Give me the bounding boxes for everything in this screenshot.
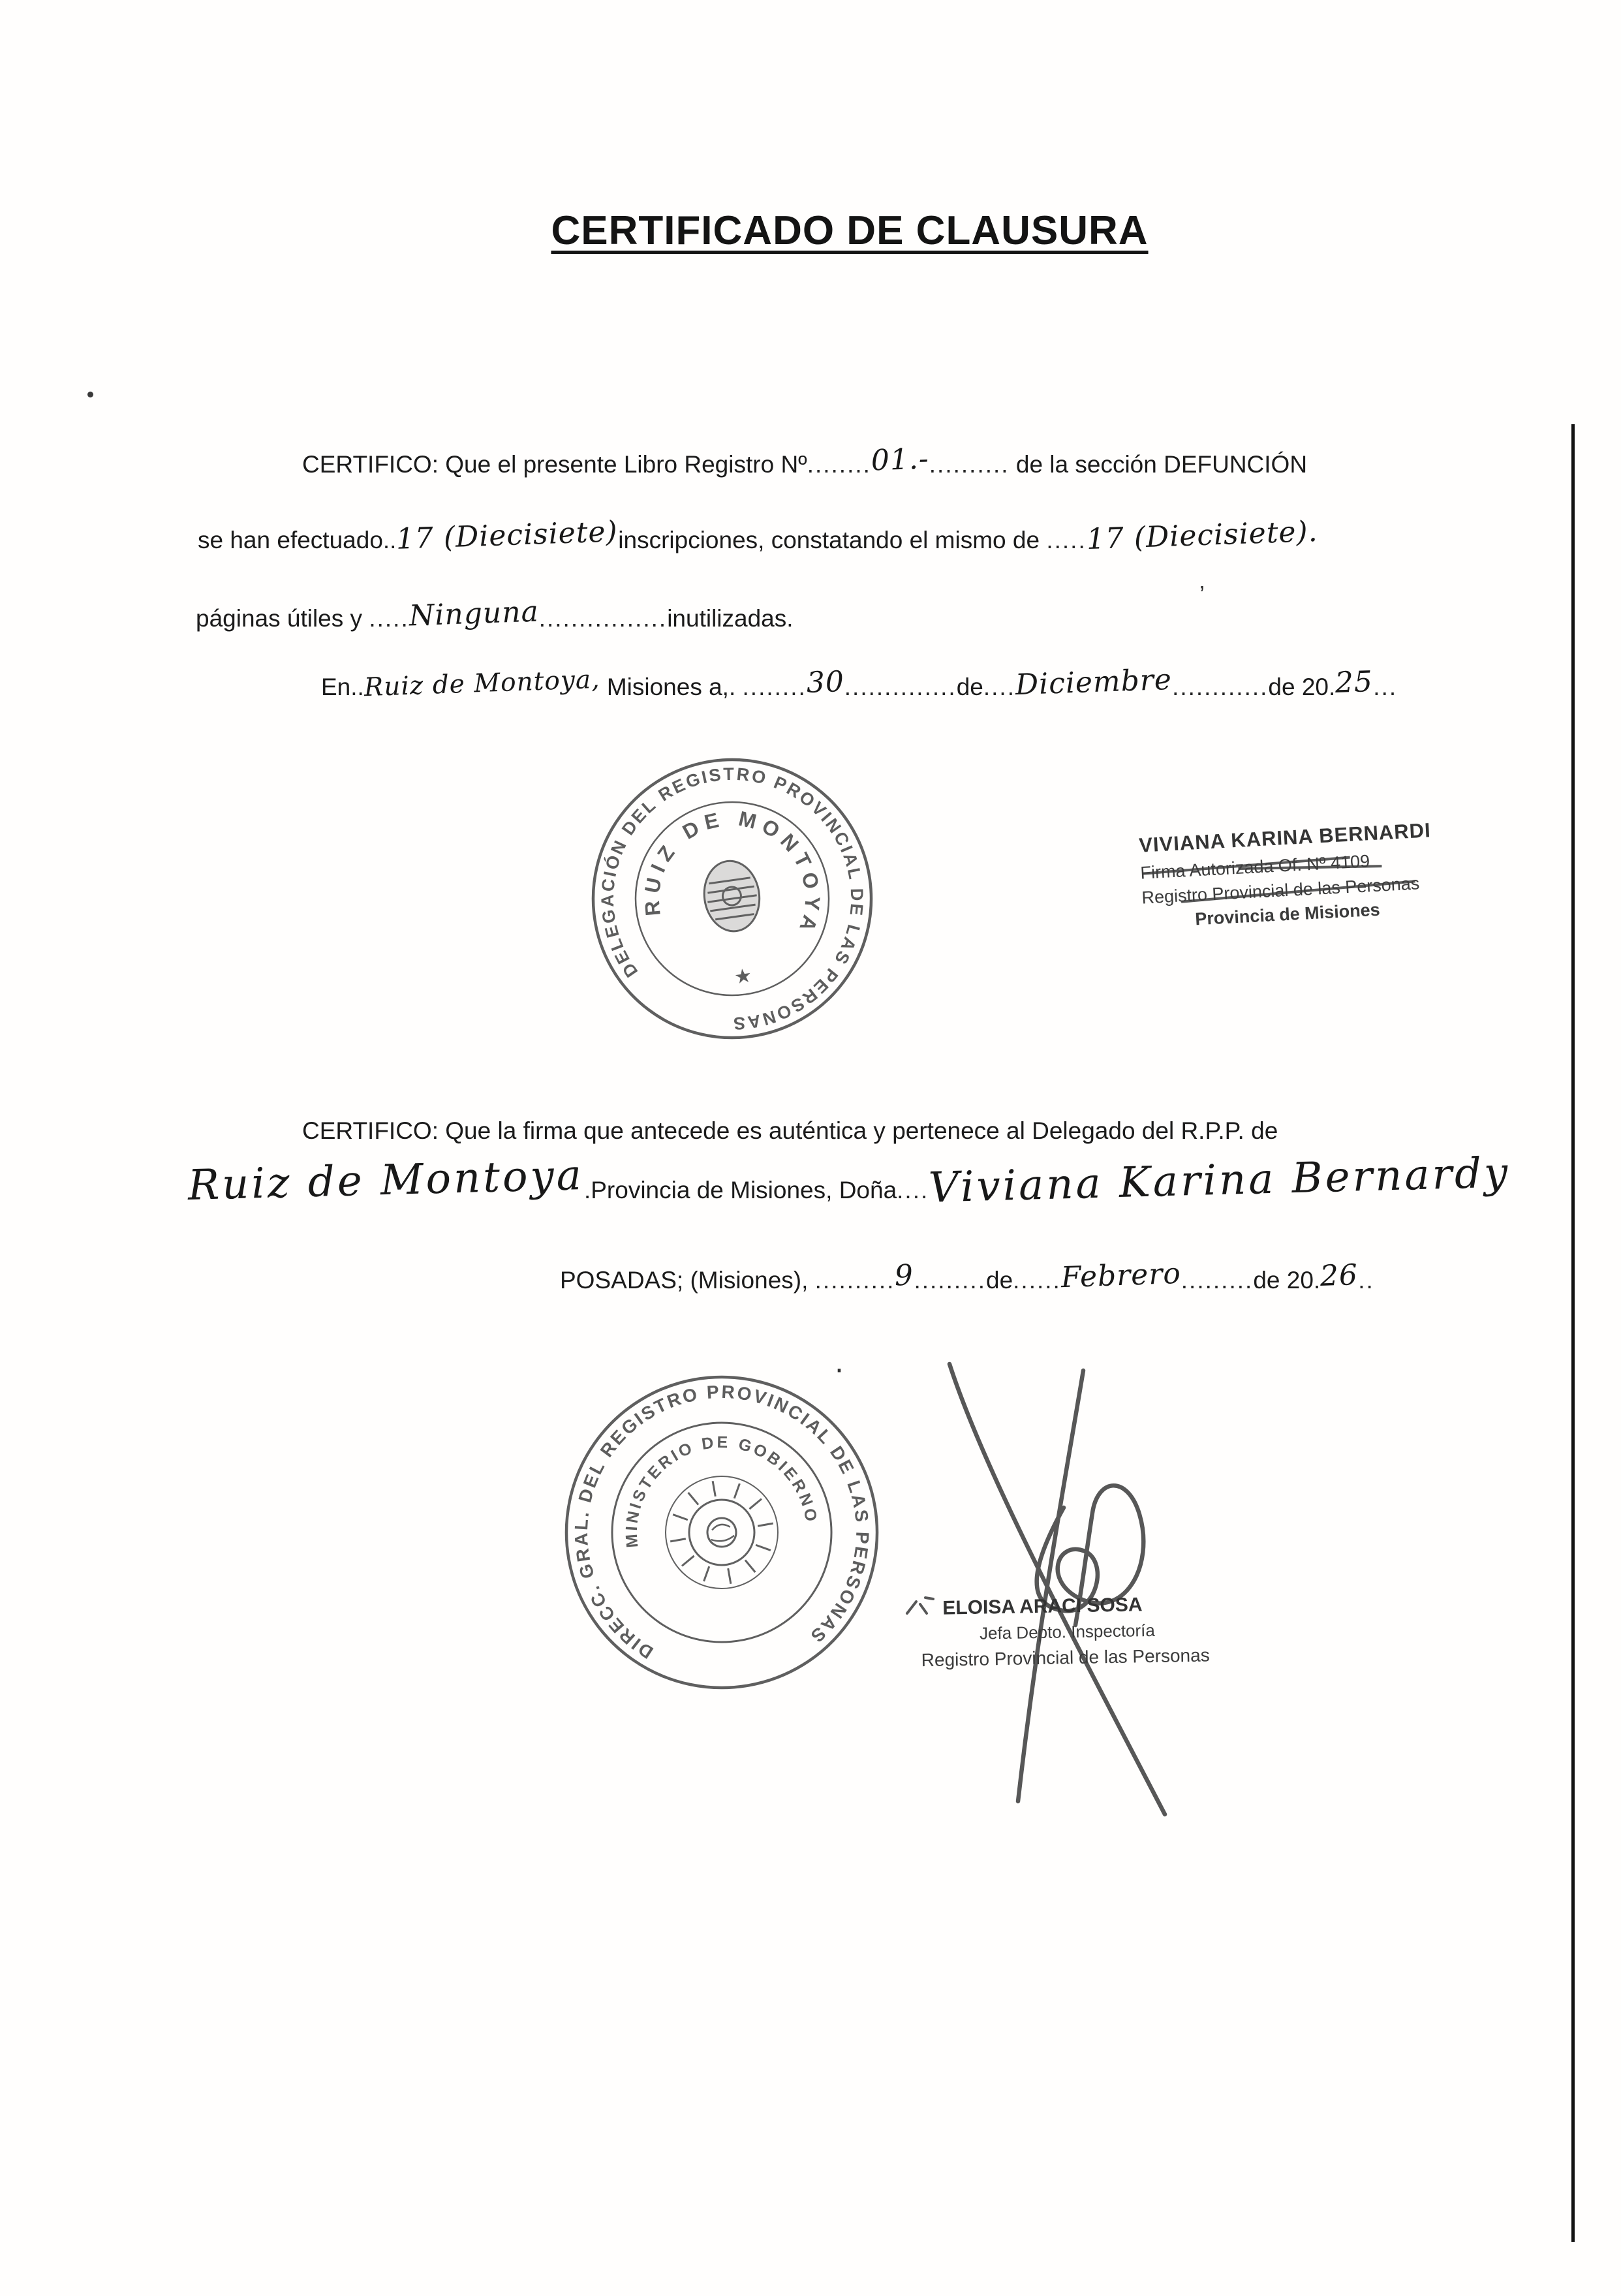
stamp-registry-line: Registro Provincial de las Personas (921, 1645, 1210, 1671)
scan-edge-line-artifact (1571, 424, 1575, 2242)
dot-leader: ........ (742, 674, 807, 700)
printed-text: Misiones a,. (600, 674, 743, 700)
stamp-ring-textpath: DIRECC. GRAL. DEL REGISTRO PROVINCIAL DE LAS PERSONAS (570, 1381, 873, 1663)
signature-stamp-viviana (1138, 814, 1508, 933)
dot-leader: .............. (844, 674, 957, 700)
handwritten-registry-number: 01.- (870, 442, 930, 478)
dot-leader: ......... (914, 1267, 986, 1294)
handwritten-place-large: Ruiz de Montoya (187, 1151, 585, 1210)
printed-text: de (986, 1267, 1013, 1294)
dot-leader: ..... (369, 605, 409, 632)
stamp-province-line: Provincia de Misiones (1194, 899, 1381, 929)
stamp-ring-textpath: DELEGACIÓN DEL REGISTRO PROVINCIAL DE LAS PERSONAS (597, 764, 867, 1034)
stamp-crest-emblem (700, 858, 764, 935)
stamp-outer-ring (542, 1352, 901, 1712)
dot-leader: ................ (538, 605, 668, 632)
dot-leader: ............ (1172, 674, 1269, 700)
certificate-line-2 (198, 514, 1319, 557)
signature-stroke (949, 1364, 1165, 1814)
dot-leader: ...... (1013, 1267, 1061, 1294)
stamp-ring-text (533, 1343, 910, 1721)
printed-text: CERTIFICO: Que el presente Libro Registro Nº (302, 451, 807, 478)
stamp-officer-name: ELOISA ARACI SOSA (942, 1594, 1143, 1619)
handwritten-officer-name-large: Viviana Karina Bernardy (928, 1149, 1511, 1213)
printed-text: inscripciones, constatando el mismo de (618, 527, 1047, 553)
dot-artifact: · (834, 1352, 844, 1386)
stamp-inner-textpath: RUIZ DE MONTOYA (640, 806, 825, 940)
printed-text: POSADAS; (Misiones), (560, 1267, 815, 1294)
certificate-line-6 (187, 1149, 1511, 1213)
handwritten-unused-pages: Ninguna (408, 595, 540, 633)
signature-scribble (907, 1598, 933, 1613)
printed-text: de la sección DEFUNCIÓN (1009, 451, 1308, 478)
printed-text: En.. (321, 674, 364, 700)
dot-leader: .......... (929, 451, 1010, 478)
stamp-registry-line: Registro Provincial de las Personas (1141, 873, 1420, 908)
stamp-authorization-line: Firma Autorizada Of. Nº 4109 (1139, 851, 1370, 883)
printed-text: páginas útiles y (196, 605, 369, 632)
handwritten-place: Ruiz de Montoya, (363, 664, 601, 703)
dot-leader: ......... (1181, 1267, 1254, 1294)
stamp-inner-textpath: MINISTERIO DE GOBIERNO (622, 1433, 821, 1549)
certificate-line-3 (196, 595, 794, 634)
handwritten-year: 25 (1335, 665, 1374, 700)
signature-stamp-eloisa (921, 1591, 1210, 1671)
scan-dot-artifact (87, 392, 93, 397)
printed-text: de (956, 674, 983, 700)
printed-text: de 20. (1253, 1267, 1321, 1294)
certificate-line-5 (302, 1117, 1278, 1145)
printed-text: CERTIFICO: Que la firma que antecede es auténtica y pertenece al Delegado del R.P.P. de (302, 1117, 1278, 1144)
signature-stroke (1018, 1371, 1083, 1801)
printed-text: .Provincia de Misiones, Doña (583, 1177, 897, 1203)
handwritten-month: Febrero (1060, 1256, 1182, 1295)
stamp-officer-name: VIVIANA KARINA BERNARDI (1138, 818, 1432, 857)
page-title: CERTIFICADO DE CLAUSURA (551, 208, 1149, 253)
round-stamp-delegacion (561, 728, 903, 1070)
printed-text: se han efectuado.. (198, 527, 397, 553)
dot-leader: ..... (1046, 527, 1087, 553)
handwritten-day: 30 (805, 665, 845, 700)
certificate-line-4 (321, 662, 1398, 703)
handwritten-day: 9 (894, 1258, 915, 1293)
dot-leader: .. (1358, 1267, 1374, 1294)
handwritten-pages-count: 17 (Diecisiete). (1085, 514, 1319, 557)
dot-leader: .......... (814, 1267, 895, 1294)
handwritten-month: Diciembre (1014, 662, 1173, 702)
apostrophe-artifact: ’ (1199, 581, 1205, 608)
certificate-line-1 (302, 442, 1308, 480)
stamp-title-line: Jefa Depto. Inspectoría (979, 1620, 1156, 1643)
dot-leader: ........ (807, 451, 871, 478)
stamp-star: ★ (733, 965, 754, 989)
svg-text:DIRECC. GRAL. DEL REGISTRO PRO (533, 1343, 910, 1721)
printed-text: inutilizadas. (667, 605, 794, 632)
dot-leader: .... (983, 674, 1015, 700)
certificate-line-7 (560, 1256, 1374, 1295)
handwritten-year: 26 (1320, 1258, 1359, 1293)
round-stamp-direccion (533, 1343, 910, 1721)
stamp-sun-emblem (656, 1467, 786, 1597)
handwritten-inscriptions-count: 17 (Diecisiete) (395, 515, 619, 556)
dot-leader: ... (1373, 674, 1398, 700)
dot-leader: .... (897, 1177, 929, 1203)
printed-text: de 20. (1268, 674, 1336, 700)
